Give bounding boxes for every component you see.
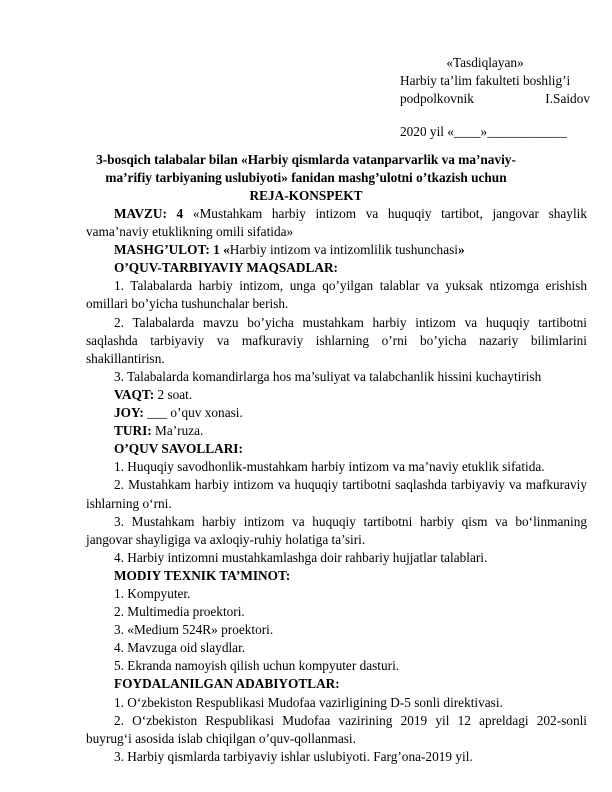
title-line-1: 3-bosqich talabalar bilan «Harbiy qismlarda vatanparvarlik va ma’naviy- [96, 152, 516, 167]
time-line [86, 386, 587, 404]
place-line [86, 404, 587, 422]
literature-item: 1. O‘zbekiston Respublikasi Mudofaa vazirligining D-5 sonli direktivasi. [114, 694, 503, 710]
topic-text: «Mustahkam harbiy intizom va huquqiy tartibot, jangovar shaylik vama’naviy etuklikning omili sifatida» [86, 206, 587, 240]
approval-position: Harbiy ta’lim fakulteti boshlig’i [400, 73, 571, 89]
place-label: JOY: [114, 405, 144, 421]
topic-label: MAVZU: 4 [114, 206, 184, 221]
type-line [86, 422, 587, 440]
objective-item: 1. Talabalarda harbiy intizom, unga qo’yilgan talablar va yuksak ntizomga erishish omillari bo’yicha tushunchalar berish. [86, 278, 587, 312]
literature-heading: FOYDALANILGAN ADABIYOTLAR: [114, 676, 340, 692]
time-value: 2 soat. [154, 386, 193, 402]
technical-item: 5. Ekranda namoyish qilish uchun kompyuter dasturi. [114, 658, 400, 674]
approval-rank: podpolkovnik [400, 91, 474, 107]
technical-item: 4. Mavzuga oid slaydlar. [114, 640, 246, 656]
objective-item: 3. Talabalarda komandirlarga hos ma’suliyat va talabchanlik hissini kuchaytirish [114, 368, 542, 384]
objectives-heading: O’QUV-TARBIYAVIY MAQSADLAR: [114, 260, 338, 276]
topic-paragraph [86, 205, 587, 241]
literature-item: 2. O‘zbekiston Respublikasi Mudofaa vazirining 2019 yil 12 apreldagi 202-sonli buyrug‘i asosida islab chiqilgan o’quv-qollanmasi. [86, 712, 587, 746]
approval-block [400, 54, 590, 141]
lesson-text: Harbiy intizom va intizomlilik tushunchasi [229, 242, 458, 258]
technical-heading: MODIY TEXNIK TA’MINOT: [114, 567, 291, 583]
approval-heading: «Tasdiqlayan» [446, 55, 524, 70]
literature-item: 3. Harbiy qismlarda tarbiyaviy ishlar uslubiyoti. Farg’ona-2019 yil. [114, 748, 473, 764]
type-value: Ma’ruza. [151, 423, 204, 439]
document-body [86, 205, 587, 766]
objective-item: 2. Talabalarda mavzu bo’yicha mustahkam harbiy intizom va huquqiy tartibotni saqlashda tarbiyaviy va mafkuraviy ishlarning o’rni bo’yicha nazariy bilimlarini shakillantirisn. [86, 314, 587, 366]
technical-item: 3. «Medium 524R» proektori. [114, 622, 274, 638]
lesson-paragraph [86, 241, 587, 259]
question-item: 4. Harbiy intizomni mustahkamlashga doir rahbariy hujjatlar talablari. [114, 549, 488, 565]
time-label: VAQT: [114, 386, 155, 402]
place-value: ___ o’quv xonasi. [143, 405, 243, 421]
approval-signatory [400, 90, 590, 108]
lesson-end: » [457, 242, 465, 258]
question-item: 2. Mustahkam harbiy intizom va huquqiy tartibotni saqlashda tarbiyaviy va mafkuraviy ishlarning o‘rni. [86, 477, 587, 511]
lesson-label: MASHG’ULOT: 1 « [114, 242, 230, 258]
title-line-3: REJA-KONSPEKT [249, 188, 363, 204]
question-item: 1. Huquqiy savodhonlik-mustahkam harbiy intizom va ma’naviy etuklik sifatida. [114, 459, 545, 475]
type-label: TURI: [114, 423, 152, 439]
question-item: 3. Mustahkam harbiy intizom va huquqiy tartibotni harbiy qism va bo‘linmaning jangovar shayligiga va axloqiy-ruhiy holatiga ta’siri. [86, 513, 587, 547]
approval-name: I.Saidov [545, 91, 590, 107]
technical-item: 2. Multimedia proektori. [114, 604, 245, 620]
title-line-2: ma’rifiy tarbiyaning uslubiyoti» fanidan mashg’ulotni o’tkazish uchun [105, 170, 507, 186]
approval-date: 2020 yil «____»____________ [400, 124, 567, 140]
technical-item: 1. Kompyuter. [114, 585, 191, 601]
questions-heading: O’QUV SAVOLLARI: [114, 441, 243, 457]
document-title [86, 151, 526, 205]
